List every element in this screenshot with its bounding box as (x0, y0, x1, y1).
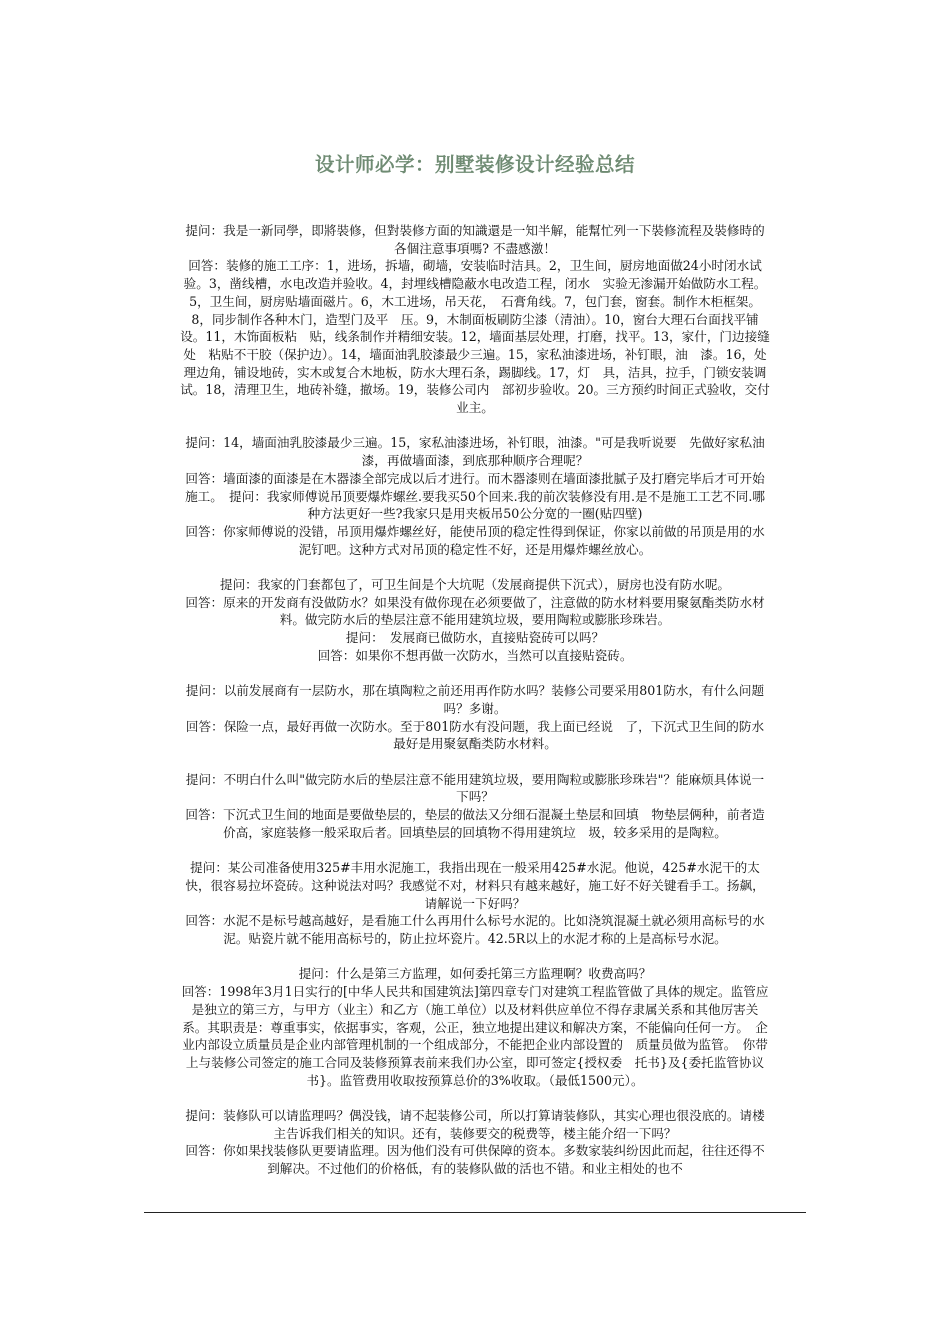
answer-paragraph: 回答：你家师傅说的没错，吊顶用爆炸螺丝好，能使吊顶的稳定性得到保证，你家以前做的吊顶是用的水泥钉吧。这种方式对吊顶的稳定性不好，还是用爆炸螺丝放心。 (185, 523, 765, 557)
answer-paragraph: 回答：装修的施工工序：1，进场，拆墙，砌墙，安装临时洁具。2，卫生间，厨房地面做24小时闭水试验。3，凿线槽，水电改造并验收。4，封埋线槽隐蔽水电改造工程，闭水 实验无渗漏开始做防水工程。5，卫生间，厨房贴墙面磁片。6，木工进场，吊天花， 石膏角线。7，包门套，窗套。制作木柜框架。8，同步制作各种木门，造型门及平 压。9，木制面板刷防尘漆（清油）。10，窗台大理石台面找平铺设。11，木饰面板粘 贴，线条制作并精细安装。12，墙面基层处理，打磨，找平。13，家什，门边接缝处 粘贴不干胶（保护边）。14，墙面油乳胶漆最少三遍。15，家私油漆进场，补钉眼，油 漆。16，处理边角，铺设地砖，实木或复合木地板，防水大理石条，踢脚线。17，灯 具，洁具，拉手，门锁安装调试。18，清理卫生，地砖补缝，撤场。19，装修公司内 部初步验收。20。三方预约时间正式验收，交付业主。 (180, 258, 770, 416)
question-paragraph: 提问：以前发展商有一层防水，那在填陶粒之前还用再作防水吗？装修公司要采用801防水，有什么问题吗？多谢。 (185, 683, 765, 716)
answer-paragraph: 回答：如果你不想再做一次防水，当然可以直接贴瓷砖。 (317, 647, 633, 663)
answer-paragraph: 回答：1998年3月1日实行的[中华人民共和国建筑法]第四章专门对建筑工程监管做了具体的规定。监管应是独立的第三方，与甲方（业主）和乙方（施工单位）以及材料供应单位不得存隶属关系和其他厉害关系。其职责是：尊重事实，依据事实，客观，公正，独立地提出建议和解决方案，不能偏向任何一方。 企业内部设立质量员是企业内部管理机制的一个组成部分，不能把企业内部设置的 质量员做为监管。 你带上与装修公司签定的施工合同及装修预算表前来我们办公室，即可签定{授权委 托书}及{委托监管协议书}。监管费用收取按预算总价的3%收取。（最低1500元）。 (181, 984, 769, 1088)
paragraph-gap (180, 417, 770, 435)
footer-rule (144, 1212, 806, 1213)
paragraph-gap (180, 948, 770, 966)
qa-content (180, 222, 770, 1178)
question-paragraph: 提问： 发展商已做防水，直接贴瓷砖可以吗？ (345, 630, 605, 646)
paragraph-gap (180, 1089, 770, 1107)
document-title: 设计师必学：别墅装修设计经验总结 (314, 153, 635, 176)
paragraph-gap (180, 842, 770, 860)
question-paragraph: 提问：什么是第三方监理，如何委托第三方监理啊？收费高吗？ (298, 966, 652, 982)
answer-paragraph: 回答：原来的开发商有没做防水？如果没有做你现在必须要做了，注意做的防水材料要用聚氨酯类防水材料。做完防水后的垫层注意不能用建筑垃圾，要用陶粒或膨胀珍珠岩。 (185, 594, 765, 628)
answer-paragraph: 回答：你如果找装修队更要请监理。因为他们没有可供保障的资本。多数家装纠纷因此而起，往往还得不到解决。不过他们的价格低，有的装修队做的活也不错。和业主相处的也不 (185, 1143, 765, 1177)
answer-paragraph: 回答：水泥不是标号越高越好，是看施工什么再用什么标号水泥的。比如浇筑混凝土就必须用高标号的水泥。贴瓷片就不能用高标号的，防止拉坏瓷片。42.5R以上的水泥才称的上是高标号水泥。 (185, 913, 765, 947)
paragraph-gap (180, 753, 770, 771)
paragraph-gap (180, 558, 770, 576)
question-paragraph: 提问：某公司准备使用325#丰用水泥施工，我指出现在一般采用425#水泥。他说，425#水泥干的太快，很容易拉坏瓷砖。这种说法对吗？我感觉不对，材料只有越来越好，施工好不好关键看手工。扬飙，请解说一下好吗？ (185, 860, 765, 911)
answer-paragraph: 回答：保险一点，最好再做一次防水。至于801防水有没问题，我上面已经说 了，下沉式卫生间的防水最好是用聚氨酯类防水材料。 (185, 718, 765, 752)
paragraph-gap (180, 665, 770, 683)
answer-paragraph: 回答：墙面漆的面漆是在木器漆全部完成以后才进行。而木器漆则在墙面漆批腻子及打磨完毕后才可开始施工。 提问：我家师傅说吊顶要爆炸螺丝.要我买50个回来.我的前次装修没有用.是不是施工工艺不同.哪种方法更好一些?我家只是用夹板吊50公分宽的一圈(贴四壁) (185, 470, 765, 522)
question-paragraph: 提问：14，墙面油乳胶漆最少三遍。15，家私油漆进场，补钉眼，油漆。"可是我听说要 先做好家私油漆，再做墙面漆，到底那种顺序合理呢？ (185, 435, 765, 469)
question-paragraph: 提问：装修队可以请监理吗？偶没钱，请不起装修公司，所以打算请装修队，其实心理也很没底的。请楼主告诉我们相关的知识。还有，装修要交的税费等，楼主能介绍一下吗？ (185, 1108, 765, 1141)
question-paragraph: 提问：我家的门套都包了，可卫生间是个大坑呢（发展商提供下沉式），厨房也没有防水呢。 (219, 577, 731, 593)
question-paragraph: 提问：不明白什么叫"做完防水后的垫层注意不能用建筑垃圾，要用陶粒或膨胀珍珠岩"？能麻烦具体说一下吗？ (185, 771, 765, 805)
answer-paragraph: 回答：下沉式卫生间的地面是要做垫层的，垫层的做法又分细石混凝土垫层和回填 物垫层俩种，前者造价高，家庭装修一般采取后者。回填垫层的回填物不得用建筑垃 圾，较多采用的是陶粒。 (185, 807, 765, 840)
question-paragraph: 提问：我是一新同學，即將裝修，但對裝修方面的知識還是一知半解，能幫忙列一下裝修流程及裝修時的各個注意事項嗎? 不盡感激！ (185, 223, 765, 256)
